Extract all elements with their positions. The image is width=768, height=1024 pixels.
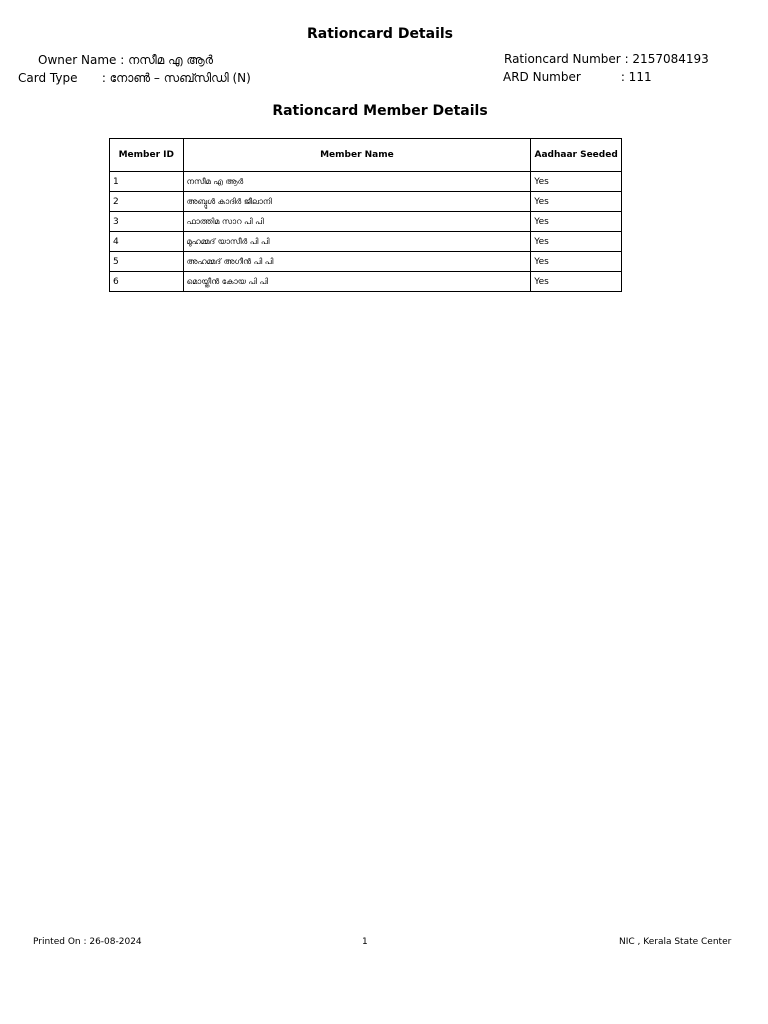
table-row [110,192,622,212]
ard-number-row [503,70,652,84]
page-number: 1 [362,937,368,947]
table-row [110,272,622,292]
member-id-cell: 6 [110,272,184,292]
member-id-cell: 5 [110,252,184,272]
rationcard-number-value: : 2157084193 [624,52,709,66]
member-id-cell: 2 [110,192,184,212]
member-name-cell: അബ്ദുൾ കാദിർ ജീലാനി [183,192,531,212]
ard-number-value: : 111 [620,70,652,84]
member-id-cell: 4 [110,232,184,252]
card-type-label: Card Type [18,71,78,85]
column-header-member-name: Member Name [183,139,531,172]
member-details-title: Rationcard Member Details [272,103,488,119]
member-name-cell: നസീമ എ ആർ [183,172,531,192]
member-name-cell: ഫാത്തിമ സാറ പി പി [183,212,531,232]
aadhaar-seeded-cell: Yes [531,192,622,212]
owner-name-label: Owner Name [38,53,117,67]
aadhaar-seeded-cell: Yes [531,232,622,252]
ard-number-label: ARD Number [503,70,581,84]
rationcard-number-row [504,52,709,66]
owner-name-row [38,53,213,68]
card-type-row [18,71,251,86]
member-name-cell: മുഹമ്മദ് യാസീർ പി പി [183,232,531,252]
member-id-cell: 1 [110,172,184,192]
card-type-value: : നോൺ – സബ്സിഡി (N) [101,71,251,85]
table-row [110,172,622,192]
column-header-aadhaar-seeded: Aadhaar Seeded [531,139,622,172]
aadhaar-seeded-cell: Yes [531,212,622,232]
column-header-member-id: Member ID [110,139,184,172]
member-name-cell: മൊയ്തീൻ കോയ പി പി [183,272,531,292]
member-name-cell: അഹമ്മദ് അഗീൻ പി പി [183,252,531,272]
table-row [110,252,622,272]
table-row [110,212,622,232]
member-table [109,138,622,292]
aadhaar-seeded-cell: Yes [531,172,622,192]
printed-on-date: Printed On : 26-08-2024 [33,937,142,947]
table-header-row [110,139,622,172]
aadhaar-seeded-cell: Yes [531,272,622,292]
page-title: Rationcard Details [306,26,454,42]
rationcard-number-label: Rationcard Number [504,52,621,66]
owner-name-value: : നസീമ എ ആർ [120,53,214,67]
table-row [110,232,622,252]
aadhaar-seeded-cell: Yes [531,252,622,272]
organization-name: NIC , Kerala State Center [619,937,732,947]
member-id-cell: 3 [110,212,184,232]
